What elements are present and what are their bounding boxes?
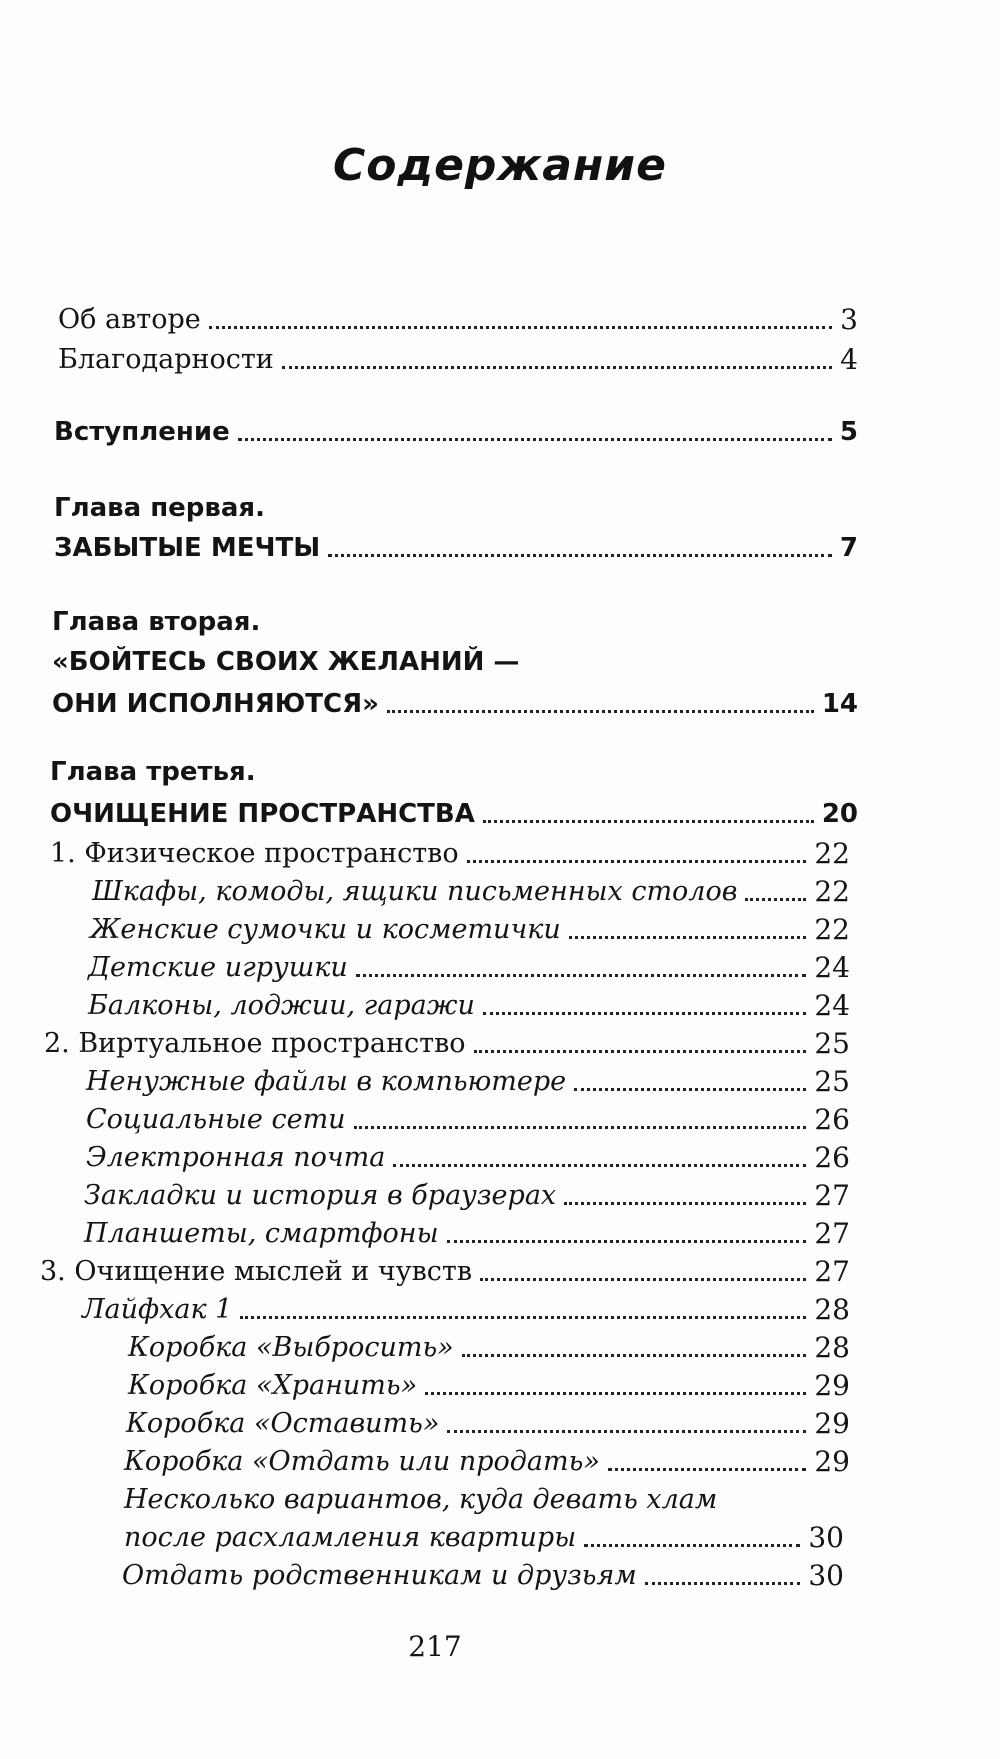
toc-entry-label: Коробка «Оставить» [126,1408,440,1439]
toc-entry [126,1406,850,1442]
toc-entry [92,874,850,910]
toc-entry-about-author [58,302,858,338]
toc-entry-page: 4 [840,343,858,376]
dot-leader [483,820,814,823]
toc-entry-label: ОЧИЩЕНИЕ ПРОСТРАНСТВА [50,799,475,829]
toc-entry [86,1064,850,1100]
toc-entry-page: 14 [821,689,858,719]
toc-entry [88,988,850,1024]
dot-leader [462,1354,807,1357]
toc-entry-label: Коробка «Выбросить» [128,1332,454,1363]
toc-entry-page: 27 [814,1255,850,1288]
toc-entry-label: Социальные сети [86,1104,346,1135]
dot-leader [393,1164,806,1167]
dot-leader [425,1392,806,1395]
toc-entry-page: 3 [840,303,858,336]
page-title: Содержание [333,140,667,191]
toc-entry-page: 20 [821,799,858,829]
toc-entry-page: 24 [814,989,850,1022]
toc-entry-label: ОНИ ИСПОЛНЯЮТСЯ» [52,689,379,719]
toc-entry [40,1254,850,1290]
chapter-title-line: «БОЙТЕСЬ СВОИХ ЖЕЛАНИЙ — [52,647,520,677]
toc-entry-label: Благодарности [58,344,274,375]
toc-entry-page: 27 [814,1217,850,1250]
toc-entry-label: Коробка «Хранить» [128,1370,418,1401]
toc-entry-label: Отдать родственникам и друзьям [122,1560,637,1591]
toc-entry-page: 27 [814,1179,850,1212]
dot-leader [328,554,832,557]
dot-leader [238,438,832,441]
toc-entry-page: 26 [814,1141,850,1174]
toc-entry [90,912,850,948]
toc-entry-label: Детские игрушки [88,952,348,983]
toc-entry [88,950,850,986]
toc-entry [122,1558,844,1594]
toc-entry-page: 22 [814,875,850,908]
toc-entry-intro [54,414,858,450]
toc-entry-page: 29 [814,1445,850,1478]
toc-entry-label: Балконы, лоджии, гаражи [88,990,475,1021]
toc-entry-label: Закладки и история в браузерах [84,1180,557,1211]
toc-entry-page: 28 [814,1293,850,1326]
toc-entry-page: 5 [839,417,858,447]
toc-entry-label: 2. Виртуальное пространство [44,1028,466,1059]
toc-entry-page: 30 [808,1559,844,1592]
toc-entry [128,1330,850,1366]
chapter-heading: Глава третья. [50,757,256,787]
toc-entry-label: Несколько вариантов, куда девать хлам [124,1484,718,1515]
toc-entry-page: 22 [814,837,850,870]
toc-entry-page: 25 [814,1027,850,1060]
toc-entry-label: Вступление [54,417,230,447]
dot-leader [387,710,814,713]
toc-entry-label: Об авторе [58,304,201,335]
dot-leader [467,860,807,863]
dot-leader [356,974,807,977]
dot-leader [645,1582,801,1585]
dot-leader [483,1012,807,1015]
toc-entry [50,836,850,872]
dot-leader [480,1278,806,1281]
toc-entry-label: Планшеты, смартфоны [84,1218,439,1249]
toc-entry-page: 29 [814,1369,850,1402]
toc-entry-label: Коробка «Отдать или продать» [124,1446,600,1477]
toc-entry-label: после расхламления квартиры [124,1522,577,1553]
toc-entry [82,1292,850,1328]
toc-entry-page: 25 [814,1065,850,1098]
dot-leader [209,326,832,329]
page-number: 217 [408,1630,462,1663]
toc-entry-page: 28 [814,1331,850,1364]
toc-entry-chapter-2 [52,686,858,722]
toc-entry [44,1026,850,1062]
toc-entry-page: 24 [814,951,850,984]
toc-entry [84,1178,850,1214]
toc-entry [86,1102,850,1138]
dot-leader [447,1240,807,1243]
toc-entry-label: 1. Физическое пространство [50,838,459,869]
toc-entry-label: Шкафы, комоды, ящики письменных столов [92,876,738,907]
toc-entry-label: Женские сумочки и косметички [90,914,561,945]
toc-entry-acknowledgements [58,342,858,378]
dot-leader [584,1544,800,1547]
toc-entry [84,1216,850,1252]
toc-entry-page: 29 [814,1407,850,1440]
dot-leader [447,1430,806,1433]
toc-entry-label: Лайфхак 1 [82,1294,233,1325]
dot-leader [474,1050,807,1053]
toc-entry [124,1520,844,1556]
toc-entry-chapter-1 [54,530,858,566]
dot-leader [282,366,832,369]
toc-entry-page: 22 [814,913,850,946]
dot-leader [564,1202,806,1205]
toc-entry-label: Ненужные файлы в компьютере [86,1066,567,1097]
chapter-heading: Глава вторая. [52,607,261,637]
toc-entry-label: 3. Очищение мыслей и чувств [40,1256,473,1287]
dot-leader [569,936,807,939]
toc-entry-page: 7 [839,533,858,563]
toc-entry [86,1140,850,1176]
toc-entry [124,1444,850,1480]
dot-leader [574,1088,806,1091]
dot-leader [745,898,806,901]
dot-leader [240,1316,806,1319]
dot-leader [608,1468,807,1471]
toc-entry-chapter-3 [50,796,858,832]
dot-leader [354,1126,807,1129]
toc-entry [128,1368,850,1404]
toc-entry-label: ЗАБЫТЫЕ МЕЧТЫ [54,533,321,563]
toc-entry-label: Электронная почта [86,1142,386,1173]
toc-entry-page: 30 [808,1521,844,1554]
chapter-heading: Глава первая. [54,493,265,523]
toc-entry-page: 26 [814,1103,850,1136]
